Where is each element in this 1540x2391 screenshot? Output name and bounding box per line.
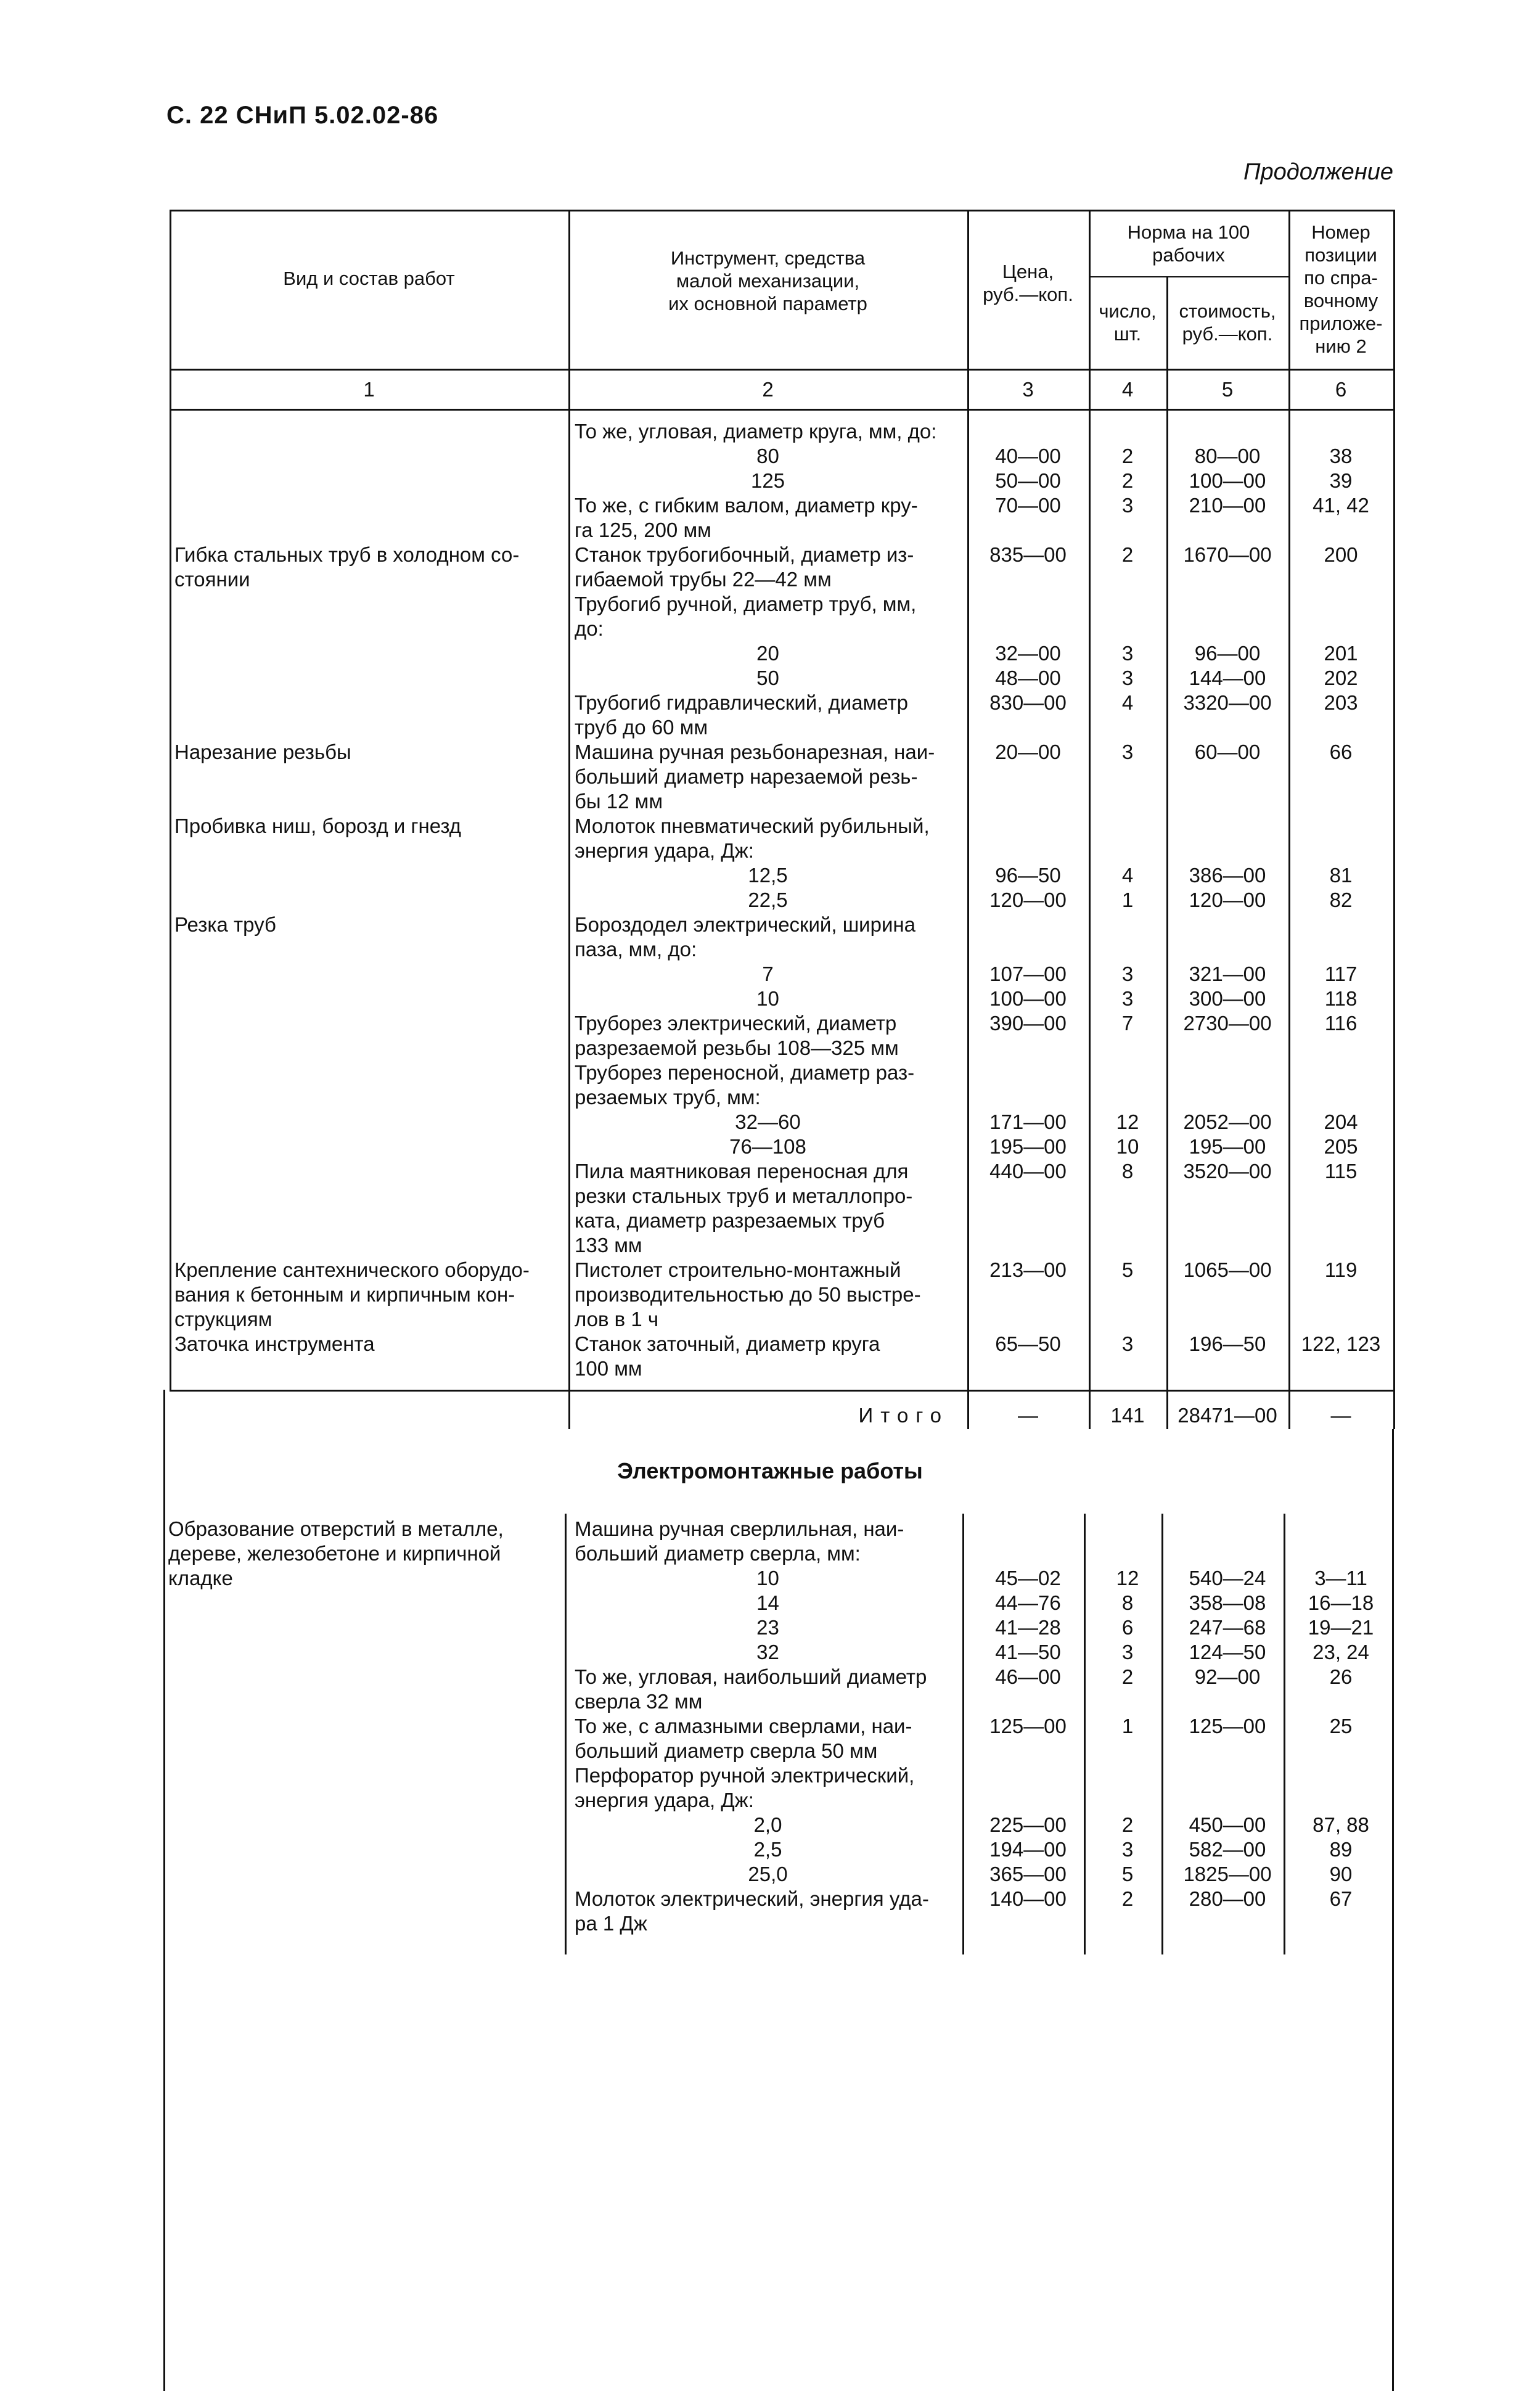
cost-cell: 280—00 <box>1189 1887 1266 1910</box>
cost-cell: 2730—00 <box>1183 1012 1272 1035</box>
column-rule <box>967 409 969 1390</box>
work-type: стоянии <box>174 568 250 591</box>
column-rule <box>568 409 570 1390</box>
count-cell: 10 <box>1116 1135 1139 1158</box>
position-cell: 201 <box>1324 642 1358 665</box>
continuation-label: Продолжение <box>1243 159 1393 185</box>
section-rule <box>170 1390 1393 1392</box>
work-type: вания к бетонным и кирпичным кон- <box>174 1283 515 1306</box>
col-header-cost: стоимость, <box>1179 300 1276 322</box>
tool-description: паза, мм, до: <box>575 938 697 961</box>
column-rule <box>1166 409 1168 1390</box>
price-cell: 96—50 <box>995 864 1061 887</box>
work-type: Заточка инструмента <box>174 1332 375 1355</box>
norm-subheader-rule <box>1089 276 1288 277</box>
col-number: 3 <box>1022 378 1034 401</box>
tool-parameter: 32 <box>756 1641 779 1663</box>
col-header-position: приложе- <box>1299 313 1383 334</box>
page-header: С. 22 СНиП 5.02.02-86 <box>166 102 439 129</box>
tool-description: 100 мм <box>575 1357 642 1380</box>
count-cell: 4 <box>1121 864 1134 887</box>
header-bottom-rule <box>170 369 1393 371</box>
count-cell: 3 <box>1121 494 1134 517</box>
tool-parameter: 32—60 <box>735 1110 801 1133</box>
position-cell: 115 <box>1324 1160 1358 1183</box>
price-cell: 365—00 <box>989 1863 1067 1885</box>
count-cell: 1 <box>1121 1715 1134 1737</box>
cost-cell: 1065—00 <box>1183 1258 1272 1281</box>
work-type: Гибка стальных труб в холодном со- <box>174 543 520 566</box>
work-type: струкциям <box>174 1308 272 1331</box>
position-cell: 204 <box>1324 1110 1358 1133</box>
count-cell: 8 <box>1121 1160 1134 1183</box>
tool-description: резки стальных труб и металлопро- <box>575 1184 913 1207</box>
position-cell: 23, 24 <box>1313 1641 1369 1663</box>
column-rule <box>565 1514 567 1954</box>
tool-description: ра 1 Дж <box>575 1912 647 1935</box>
itogo-column-rule <box>163 1390 165 1429</box>
work-type: дереве, железобетоне и кирпичной <box>168 1542 501 1565</box>
itogo-label: Итого <box>858 1404 949 1427</box>
tool-description: Станок заточный, диаметр круга <box>575 1332 880 1355</box>
tool-parameter: 125 <box>750 469 785 492</box>
price-cell: 120—00 <box>989 888 1067 911</box>
position-cell: 200 <box>1324 543 1358 566</box>
header-column-rule <box>1393 210 1395 409</box>
cost-cell: 582—00 <box>1189 1838 1266 1861</box>
tool-description: до: <box>575 617 604 640</box>
cost-cell: 60—00 <box>1194 740 1261 763</box>
work-type: Резка труб <box>174 913 276 936</box>
col-header-norm: рабочих <box>1152 244 1225 266</box>
price-cell: 20—00 <box>995 740 1061 763</box>
tool-description: ката, диаметр разрезаемых труб <box>575 1209 885 1232</box>
cost-cell: 196—50 <box>1189 1332 1266 1355</box>
tool-description: Машина ручная сверлильная, наи- <box>575 1517 904 1540</box>
column-rule <box>163 1514 165 1954</box>
cost-cell: 540—24 <box>1189 1567 1266 1589</box>
work-type: Образование отверстий в металле, <box>168 1517 504 1540</box>
count-cell: 5 <box>1121 1258 1134 1281</box>
price-cell: 140—00 <box>989 1887 1067 1910</box>
price-cell: 225—00 <box>989 1813 1067 1836</box>
tool-description: Станок трубогибочный, диаметр из- <box>575 543 914 566</box>
itogo-count: 141 <box>1110 1404 1145 1427</box>
count-cell: 3 <box>1121 1332 1134 1355</box>
price-cell: 390—00 <box>989 1012 1067 1035</box>
count-cell: 3 <box>1121 666 1134 689</box>
section-title: Электромонтажные работы <box>617 1458 923 1483</box>
col-number: 5 <box>1221 378 1234 401</box>
itogo-price: — <box>1018 1404 1038 1427</box>
count-cell: 7 <box>1121 1012 1134 1035</box>
position-cell: 66 <box>1329 740 1353 763</box>
tool-description: Труборез переносной, диаметр раз- <box>575 1061 915 1084</box>
tool-description: энергия удара, Дж: <box>575 1789 754 1811</box>
position-cell: 81 <box>1329 864 1353 887</box>
price-cell: 48—00 <box>995 666 1061 689</box>
work-type: кладке <box>168 1567 233 1589</box>
tool-parameter: 2,0 <box>753 1813 782 1836</box>
cost-cell: 2052—00 <box>1183 1110 1272 1133</box>
tool-description: Трубогиб гидравлический, диаметр <box>575 691 908 714</box>
position-cell: 122, 123 <box>1301 1332 1381 1355</box>
count-cell: 8 <box>1121 1591 1134 1614</box>
col-header-position: Номер <box>1311 221 1370 243</box>
tool-description: больший диаметр нарезаемой резь- <box>575 765 918 788</box>
tool-description: То же, угловая, диаметр круга, мм, до: <box>575 420 937 443</box>
col-header-position: нию 2 <box>1315 335 1367 357</box>
tool-description: сверла 32 мм <box>575 1690 703 1713</box>
position-cell: 116 <box>1324 1012 1358 1035</box>
col-header-tool: Инструмент, средства <box>670 247 866 269</box>
col-number: 2 <box>762 378 774 401</box>
work-type: Крепление сантехнического оборудо- <box>174 1258 530 1281</box>
price-cell: 50—00 <box>995 469 1061 492</box>
position-cell: 119 <box>1324 1258 1358 1281</box>
tool-parameter: 10 <box>756 987 779 1010</box>
price-cell: 44—76 <box>995 1591 1061 1614</box>
tool-description: Трубогиб ручной, диаметр труб, мм, <box>575 593 917 615</box>
tool-description: гибаемой трубы 22—42 мм <box>575 568 832 591</box>
column-rule <box>1161 1514 1163 1954</box>
price-cell: 194—00 <box>989 1838 1067 1861</box>
price-cell: 107—00 <box>989 962 1067 985</box>
count-cell: 3 <box>1121 740 1134 763</box>
col-header-cost: руб.—коп. <box>1182 323 1273 345</box>
count-cell: 3 <box>1121 987 1134 1010</box>
position-cell: 19—21 <box>1308 1616 1374 1639</box>
cost-cell: 321—00 <box>1189 962 1266 985</box>
tool-parameter: 22,5 <box>748 888 788 911</box>
work-type: Нарезание резьбы <box>174 740 351 763</box>
tool-description: энергия удара, Дж: <box>575 839 754 862</box>
itogo-cost: 28471—00 <box>1178 1404 1277 1427</box>
number-row-rule <box>170 409 1393 411</box>
tool-description: То же, угловая, наибольший диаметр <box>575 1665 927 1688</box>
price-cell: 125—00 <box>989 1715 1067 1737</box>
tool-description: Пила маятниковая переносная для <box>575 1160 909 1183</box>
col-number: 1 <box>363 378 375 401</box>
position-cell: 67 <box>1329 1887 1353 1910</box>
col-header-price: Цена, <box>1002 261 1054 282</box>
tool-description: бы 12 мм <box>575 790 663 813</box>
tool-description: Бороздодел электрический, ширина <box>575 913 915 936</box>
cost-cell: 210—00 <box>1189 494 1266 517</box>
price-cell: 213—00 <box>989 1258 1067 1281</box>
tool-parameter: 7 <box>762 962 774 985</box>
position-cell: 89 <box>1329 1838 1353 1861</box>
itogo-position: — <box>1330 1404 1351 1427</box>
cost-cell: 144—00 <box>1189 666 1266 689</box>
col-header-norm: Норма на 100 <box>1127 221 1250 243</box>
tool-parameter: 25,0 <box>748 1863 788 1885</box>
tool-parameter: 20 <box>756 642 779 665</box>
position-cell: 203 <box>1324 691 1358 714</box>
position-cell: 117 <box>1324 962 1358 985</box>
count-cell: 2 <box>1121 445 1134 467</box>
price-cell: 41—28 <box>995 1616 1061 1639</box>
position-cell: 26 <box>1329 1665 1353 1688</box>
cost-cell: 358—08 <box>1189 1591 1266 1614</box>
count-cell: 5 <box>1121 1863 1134 1885</box>
count-cell: 2 <box>1121 469 1134 492</box>
tool-description: разрезаемой резьбы 108—325 мм <box>575 1036 899 1059</box>
cost-cell: 3520—00 <box>1183 1160 1272 1183</box>
position-cell: 118 <box>1324 987 1358 1010</box>
cost-cell: 1825—00 <box>1183 1863 1272 1885</box>
cost-cell: 96—00 <box>1194 642 1261 665</box>
tool-parameter: 2,5 <box>753 1838 782 1861</box>
count-cell: 2 <box>1121 1665 1134 1688</box>
column-rule <box>1288 409 1290 1390</box>
cost-cell: 247—68 <box>1189 1616 1266 1639</box>
tool-description: производительностью до 50 выстре- <box>575 1283 921 1306</box>
price-cell: 100—00 <box>989 987 1067 1010</box>
tool-description: труб до 60 мм <box>575 716 708 739</box>
position-cell: 205 <box>1324 1135 1358 1158</box>
price-cell: 65—50 <box>995 1332 1061 1355</box>
cost-cell: 450—00 <box>1189 1813 1266 1836</box>
tool-description: Молоток пневматический рубильный, <box>575 814 930 837</box>
tool-description: Труборез электрический, диаметр <box>575 1012 897 1035</box>
tool-description: Машина ручная резьбонарезная, наи- <box>575 740 935 763</box>
column-rule <box>962 1514 964 1954</box>
price-cell: 70—00 <box>995 494 1061 517</box>
column-rule <box>170 409 171 1390</box>
position-cell: 25 <box>1329 1715 1353 1737</box>
position-cell: 41, 42 <box>1313 494 1369 517</box>
tool-description: Пистолет строительно-монтажный <box>575 1258 901 1281</box>
col-header-position: вочному <box>1303 290 1378 311</box>
column-rule <box>1393 409 1395 1390</box>
price-cell: 195—00 <box>989 1135 1067 1158</box>
price-cell: 171—00 <box>989 1110 1067 1133</box>
tool-description: лов в 1 ч <box>575 1308 659 1331</box>
col-header-tool: их основной параметр <box>668 293 867 314</box>
tool-description: больший диаметр сверла, мм: <box>575 1542 861 1565</box>
price-cell: 40—00 <box>995 445 1061 467</box>
tool-parameter: 23 <box>756 1616 779 1639</box>
col-number: 4 <box>1121 378 1134 401</box>
cost-cell: 386—00 <box>1189 864 1266 887</box>
tool-description: резаемых труб, мм: <box>575 1086 761 1109</box>
tool-description: 133 мм <box>575 1234 642 1257</box>
col-header-price: руб.—коп. <box>983 284 1073 305</box>
column-rule <box>1392 1514 1394 1954</box>
tool-parameter: 80 <box>756 445 779 467</box>
tool-parameter: 12,5 <box>748 864 788 887</box>
cost-cell: 1670—00 <box>1183 543 1272 566</box>
count-cell: 4 <box>1121 691 1134 714</box>
tool-description: То же, с алмазными сверлами, наи- <box>575 1715 912 1737</box>
column-rule <box>1284 1514 1285 1954</box>
col-header-position: позиции <box>1304 244 1377 266</box>
col-header-count: число, <box>1099 300 1157 322</box>
cost-cell: 92—00 <box>1194 1665 1261 1688</box>
count-cell: 3 <box>1121 1641 1134 1663</box>
count-cell: 2 <box>1121 1813 1134 1836</box>
price-cell: 45—02 <box>995 1567 1061 1589</box>
cost-cell: 300—00 <box>1189 987 1266 1010</box>
count-cell: 1 <box>1121 888 1134 911</box>
col-header-count: шт. <box>1113 323 1142 345</box>
cost-cell: 80—00 <box>1194 445 1261 467</box>
price-cell: 440—00 <box>989 1160 1067 1183</box>
cost-cell: 125—00 <box>1189 1715 1266 1737</box>
cost-cell: 120—00 <box>1189 888 1266 911</box>
count-cell: 6 <box>1121 1616 1134 1639</box>
count-cell: 12 <box>1116 1567 1139 1589</box>
tool-description: га 125, 200 мм <box>575 519 711 541</box>
tool-description: больший диаметр сверла 50 мм <box>575 1739 878 1762</box>
table-top-rule <box>170 210 1393 211</box>
price-cell: 830—00 <box>989 691 1067 714</box>
position-cell: 202 <box>1324 666 1358 689</box>
position-cell: 38 <box>1329 445 1353 467</box>
price-cell: 46—00 <box>995 1665 1061 1688</box>
position-cell: 87, 88 <box>1313 1813 1369 1836</box>
tool-parameter: 50 <box>756 666 779 689</box>
col-number: 6 <box>1335 378 1347 401</box>
tool-parameter: 10 <box>756 1567 779 1589</box>
cost-cell: 124—50 <box>1189 1641 1266 1663</box>
column-rule <box>1089 409 1091 1390</box>
cost-cell: 195—00 <box>1189 1135 1266 1158</box>
col-header-work: Вид и состав работ <box>283 268 455 289</box>
col-header-tool: малой механизации, <box>676 270 860 292</box>
price-cell: 41—50 <box>995 1641 1061 1663</box>
position-cell: 39 <box>1329 469 1353 492</box>
cost-cell: 3320—00 <box>1183 691 1272 714</box>
tool-parameter: 14 <box>756 1591 779 1614</box>
tool-description: Перфоратор ручной электрический, <box>575 1764 915 1787</box>
work-type: Пробивка ниш, борозд и гнезд <box>174 814 462 837</box>
cost-cell: 100—00 <box>1189 469 1266 492</box>
position-cell: 90 <box>1329 1863 1353 1885</box>
position-cell: 3—11 <box>1314 1567 1367 1589</box>
count-cell: 3 <box>1121 642 1134 665</box>
itogo-column-rule <box>1393 1390 1395 1429</box>
tool-description: То же, с гибким валом, диаметр кру- <box>575 494 918 517</box>
price-cell: 32—00 <box>995 642 1061 665</box>
price-cell: 835—00 <box>989 543 1067 566</box>
col-header-position: по спра- <box>1304 267 1378 289</box>
count-cell: 3 <box>1121 962 1134 985</box>
count-cell: 2 <box>1121 1887 1134 1910</box>
column-rule <box>1084 1514 1086 1954</box>
count-cell: 2 <box>1121 543 1134 566</box>
tool-description: Молоток электрический, энергия уда- <box>575 1887 929 1910</box>
count-cell: 3 <box>1121 1838 1134 1861</box>
count-cell: 12 <box>1116 1110 1139 1133</box>
position-cell: 82 <box>1329 888 1353 911</box>
position-cell: 16—18 <box>1308 1591 1374 1614</box>
tool-parameter: 76—108 <box>729 1135 806 1158</box>
